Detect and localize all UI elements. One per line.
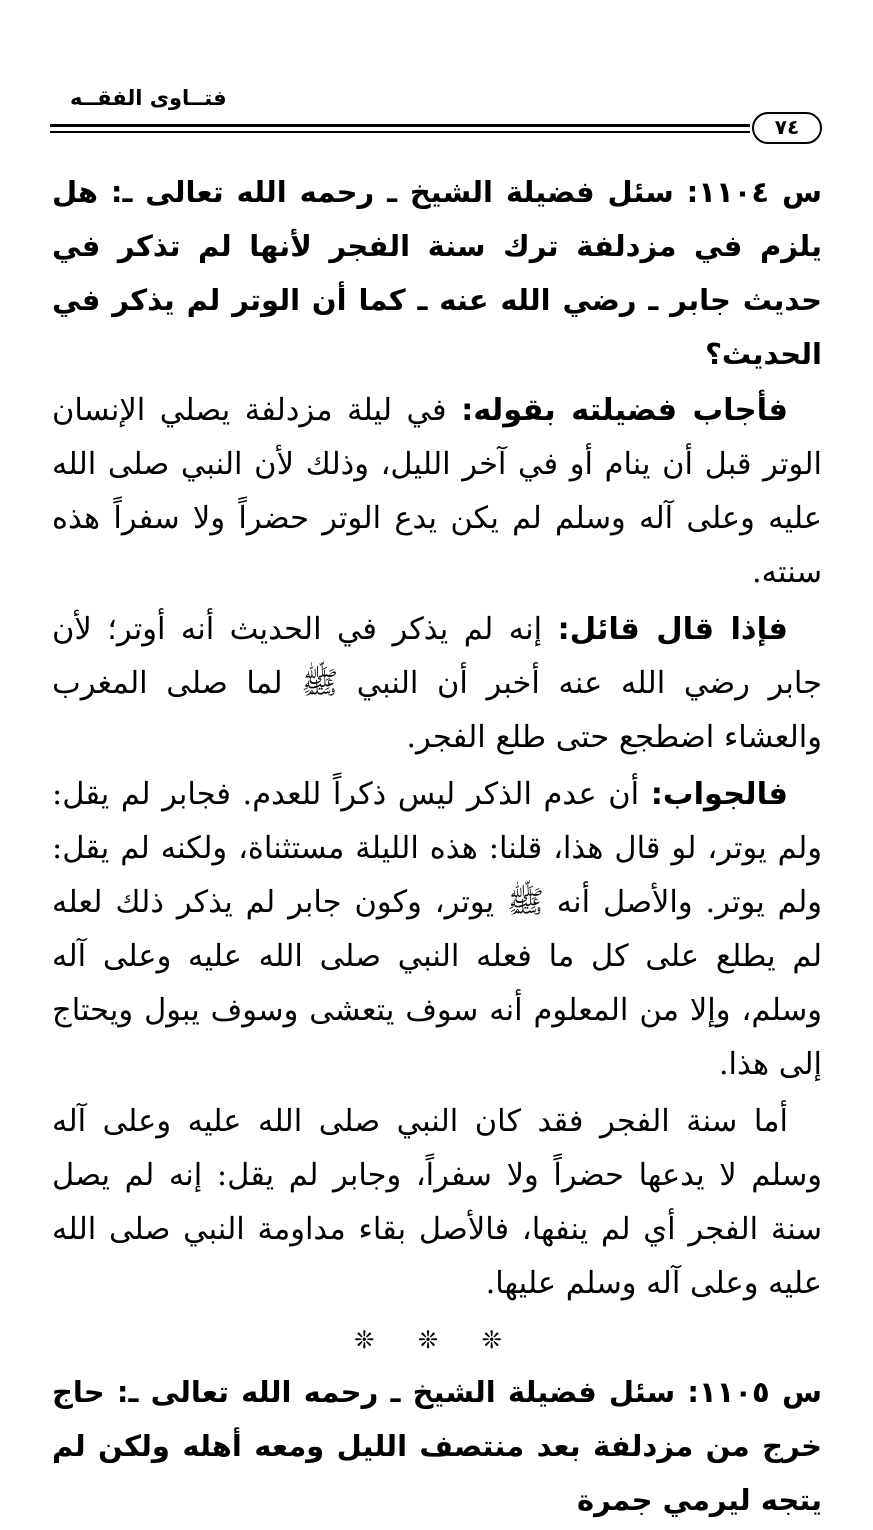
page-number: ٧٤: [752, 112, 822, 144]
objection-paragraph: [52, 603, 822, 765]
reply-text: أن عدم الذكر ليس ذكراً للعدم. فجابر لم يقل: ولم يوتر، لو قال هذا، قلنا: هذه الليلة مستثناة، ولكنه لم يقل: ولم يوتر. والأصل أنه ﷺ يوتر، وكون جابر لم يذكر ذلك لعله لم يطلع على كل ما فعله النبي صلى الله عليه وعلى آله وسلم، وإلا من المعلوم أنه سوف يتعشى وسوف يبول ويحتاج إلى هذا.: [52, 777, 822, 1082]
question-1104: [52, 165, 822, 381]
question-1104-number: س ١١٠٤:: [686, 175, 822, 209]
answer-text: في ليلة مزدلفة يصلي الإنسان الوتر قبل أن ينام أو في آخر الليل، وذلك لأن النبي صلى الله عليه وعلى آله وسلم لم يكن يدع الوتر حضراً ولا سفراً هذه سنته.: [52, 393, 822, 590]
objection-text: إنه لم يذكر في الحديث أنه أوتر؛ لأن جابر رضي الله عنه أخبر أن النبي ﷺ لما صلى المغرب والعشاء اضطجع حتى طلع الفجر.: [52, 612, 822, 755]
answer-lead: فأجاب فضيلته بقوله:: [461, 393, 788, 428]
question-1104-text: سئل فضيلة الشيخ ـ رحمه الله تعالى ـ: هل يلزم في مزدلفة ترك سنة الفجر لأنها لم تذكر في حديث جابر ـ رضي الله عنه ـ كما أن الوتر لم يذكر في الحديث؟: [52, 175, 822, 371]
objection-lead: فإذا قال قائل:: [557, 612, 788, 647]
header-rule-thin: [50, 131, 750, 133]
fajr-paragraph: أما سنة الفجر فقد كان النبي صلى الله عليه وعلى آله وسلم لا يدعها حضراً ولا سفراً، وجابر لم يقل: إنه لم يصل سنة الفجر أي لم ينفها، فالأصل بقاء مداومة النبي صلى الله عليه وعلى آله وسلم عليها.: [52, 1104, 822, 1301]
question-1105: [52, 1365, 822, 1527]
header-rule-thick: [50, 124, 750, 127]
answer-paragraph: [52, 384, 822, 600]
question-1105-number: س ١١٠٥:: [687, 1375, 822, 1409]
page-body: [52, 165, 822, 1530]
running-title: فتــاوى الفقــه: [70, 86, 227, 110]
page-header: [40, 86, 830, 156]
question-1105-text: سئل فضيلة الشيخ ـ رحمه الله تعالى ـ: حاج خرج من مزدلفة بعد منتصف الليل ومعه أهله ولكن لم يتجه ليرمي جمرة: [52, 1375, 822, 1517]
reply-lead: فالجواب:: [650, 777, 789, 812]
section-separator: ❊ ❊ ❊: [354, 1326, 520, 1354]
reply-paragraph: [52, 768, 822, 1092]
